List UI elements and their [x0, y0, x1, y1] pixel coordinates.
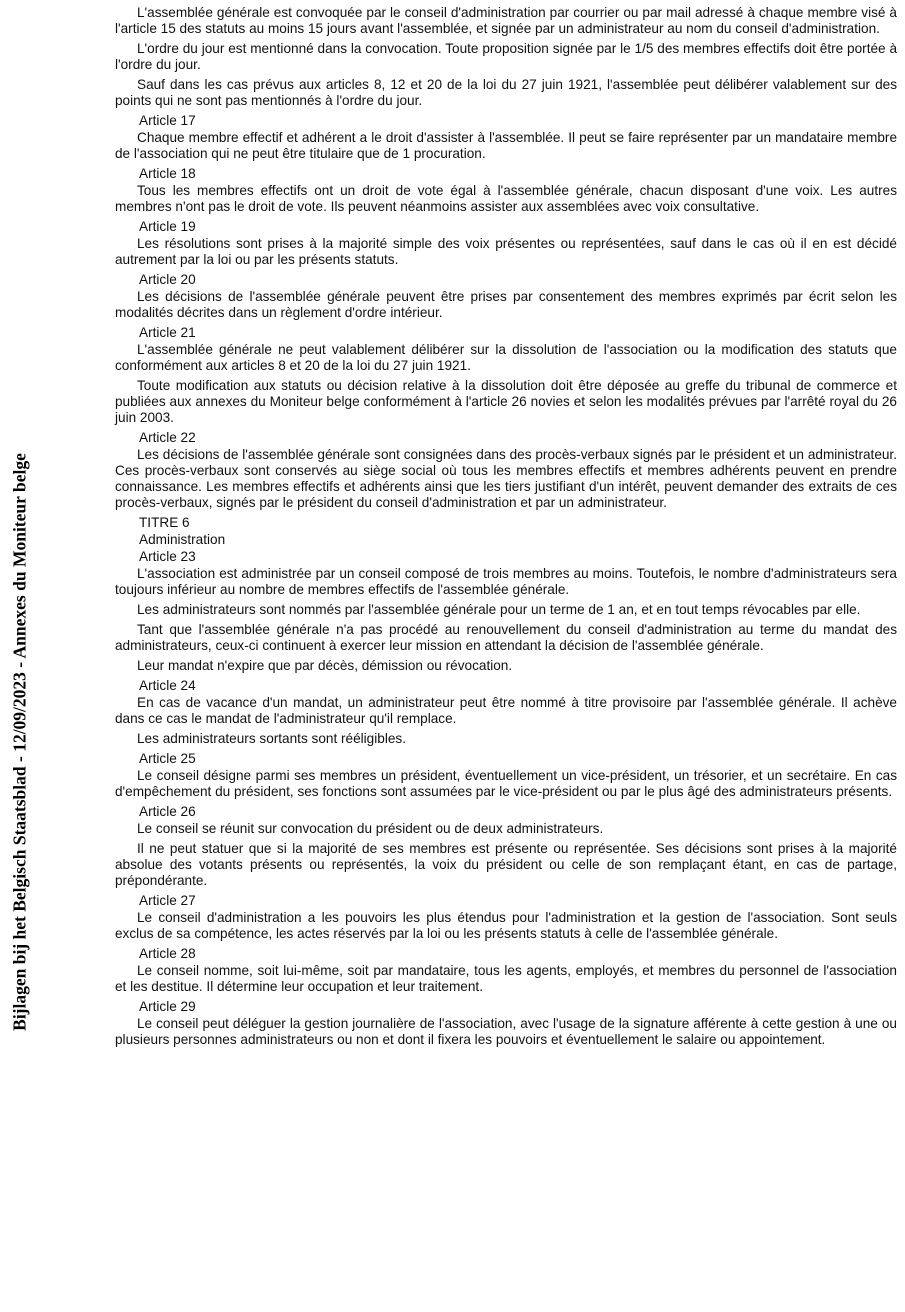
- section-heading: Article 22: [139, 430, 196, 445]
- paragraph: Le conseil nomme, soit lui-même, soit par mandataire, tous les agents, employés, et membres du personnel de l'association et les destitue. Il détermine leur occupation et leur traitement.: [115, 963, 897, 994]
- paragraph: Les résolutions sont prises à la majorité simple des voix présentes ou représentées, sauf dans le cas où il en est décidé autrement par la loi ou par les présents statuts.: [115, 236, 897, 267]
- section-heading: Administration: [139, 532, 226, 547]
- section-heading: Article 26: [139, 804, 196, 819]
- section-heading: Article 29: [139, 999, 196, 1014]
- paragraph: Les administrateurs sortants sont rééligibles.: [137, 731, 406, 746]
- section-heading: TITRE 6: [139, 515, 190, 530]
- section-heading: Article 24: [139, 678, 196, 693]
- paragraph: L'assemblée générale ne peut valablement délibérer sur la dissolution de l'association ou la modification des statuts que conformément aux articles 8 et 20 de la loi du 27 juin 1921.: [115, 342, 897, 373]
- paragraph: Toute modification aux statuts ou décision relative à la dissolution doit être déposée au greffe du tribunal de commerce et publiées aux annexes du Moniteur belge conformément à l'article 26 novies et selon les modalités prévues par l'arrêté royal du 26 juin 2003.: [115, 378, 897, 425]
- paragraph: Tant que l'assemblée générale n'a pas procédé au renouvellement du conseil d'administration au terme du mandat des administrateurs, ceux-ci continuent à exercer leur mission en attendant la décision de l'assemblée générale.: [115, 622, 897, 653]
- paragraph: Sauf dans les cas prévus aux articles 8, 12 et 20 de la loi du 27 juin 1921, l'assemblée peut délibérer valablement sur des points qui ne sont pas mentionnés à l'ordre du jour.: [115, 77, 897, 108]
- section-heading: Article 25: [139, 751, 196, 766]
- section-heading: Article 21: [139, 325, 196, 340]
- paragraph: Le conseil se réunit sur convocation du président ou de deux administrateurs.: [137, 821, 604, 836]
- paragraph: Chaque membre effectif et adhérent a le droit d'assister à l'assemblée. Il peut se faire représenter par un mandataire membre de l'association qui ne peut être titulaire que de 1 procuration.: [115, 130, 897, 161]
- document-body: [115, 5, 897, 1052]
- section-heading: Article 28: [139, 946, 196, 961]
- section-heading: Article 23: [139, 549, 196, 564]
- paragraph: Il ne peut statuer que si la majorité de ses membres est présente ou représentée. Ses décisions sont prises à la majorité absolue des votants présents ou représentés, la voix du président ou celle de son remplaçant étant, en cas de partage, prépondérante.: [115, 841, 897, 888]
- paragraph: Les décisions de l'assemblée générale peuvent être prises par consentement des membres exprimés par écrit selon les modalités décrites dans un règlement d'ordre intérieur.: [115, 289, 897, 320]
- section-heading: Article 17: [139, 113, 196, 128]
- paragraph: Le conseil peut déléguer la gestion journalière de l'association, avec l'usage de la signature afférente à cette gestion à une ou plusieurs personnes administrateurs ou non et dont il fixera les pouvoirs et éventuellement le salaire ou appointement.: [115, 1016, 897, 1047]
- section-heading: Article 19: [139, 219, 196, 234]
- section-heading: Article 18: [139, 166, 196, 181]
- margin-publication-label: [0, 0, 40, 1312]
- paragraph: L'association est administrée par un conseil composé de trois membres au moins. Toutefois, le nombre d'administrateurs sera toujours inférieur au nombre de membres effectifs de l'assemblée générale.: [115, 566, 897, 597]
- margin-label-text: Bijlagen bij het Belgisch Staatsblad - 12/09/2023 - Annexes du Moniteur belge: [9, 453, 30, 1031]
- paragraph: Les décisions de l'assemblée générale sont consignées dans des procès-verbaux signés par le président et un administrateur. Ces procès-verbaux sont conservés au siège social où tous les membres effectifs et membres adhérents peuvent en prendre connaissance. Les membres effectifs et adhérents ainsi que les tiers justifiant d'un intérêt, peuvent demander des extraits de ces procès-verbaux, signés par le président du conseil d'administration et par un administrateur.: [115, 447, 897, 510]
- paragraph: Le conseil désigne parmi ses membres un président, éventuellement un vice-président, un trésorier, et un secrétaire. En cas d'empêchement du président, ses fonctions sont assumées par le vice-président ou par le plus âgé des administrateurs présents.: [115, 768, 897, 799]
- paragraph: L'ordre du jour est mentionné dans la convocation. Toute proposition signée par le 1/5 des membres effectifs doit être portée à l'ordre du jour.: [115, 41, 897, 72]
- paragraph: Leur mandat n'expire que par décès, démission ou révocation.: [137, 658, 513, 673]
- section-heading: Article 20: [139, 272, 196, 287]
- paragraph: En cas de vacance d'un mandat, un administrateur peut être nommé à titre provisoire par l'assemblée générale. Il achève dans ce cas le mandat de l'administrateur qu'il remplace.: [115, 695, 897, 726]
- paragraph: Le conseil d'administration a les pouvoirs les plus étendus pour l'administration et la gestion de l'association. Sont seuls exclus de sa compétence, les actes réservés par la loi ou les présents statuts à celle de l'assemblée générale.: [115, 910, 897, 941]
- paragraph: L'assemblée générale est convoquée par le conseil d'administration par courrier ou par mail adressé à chaque membre visé à l'article 15 des statuts au moins 15 jours avant l'assemblée, et signée par un administrateur au nom du conseil d'administration.: [115, 5, 897, 36]
- section-heading: Article 27: [139, 893, 196, 908]
- paragraph: Tous les membres effectifs ont un droit de vote égal à l'assemblée générale, chacun disposant d'une voix. Les autres membres n'ont pas le droit de vote. Ils peuvent néanmoins assister aux assemblées avec voix consultative.: [115, 183, 897, 214]
- paragraph: Les administrateurs sont nommés par l'assemblée générale pour un terme de 1 an, et en tout temps révocables par elle.: [137, 602, 861, 617]
